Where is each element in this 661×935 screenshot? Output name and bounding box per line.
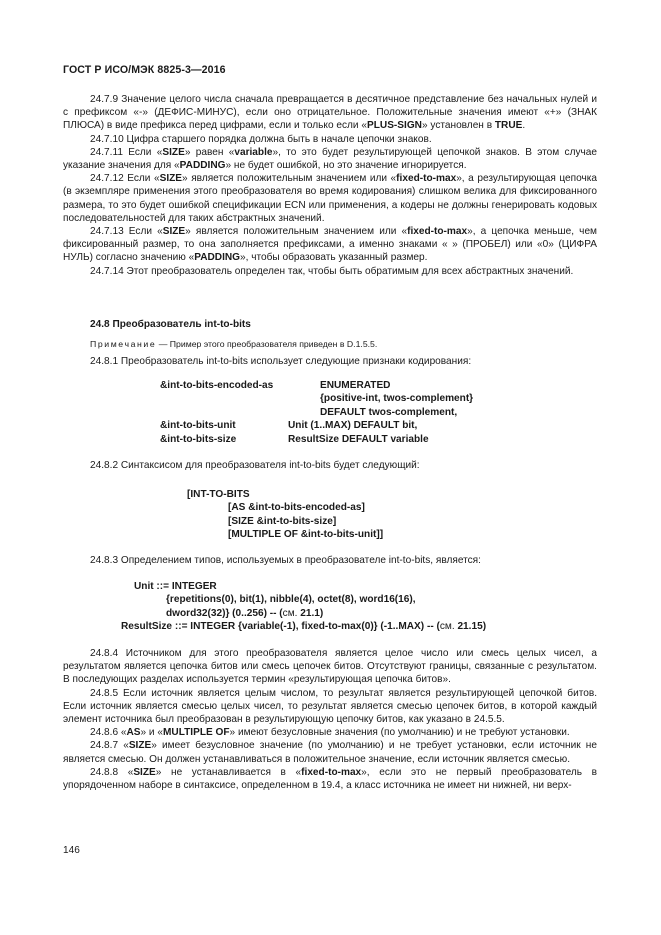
paragraph-24-7-12: 24.7.12 Если «SIZE» является положительным значением или «fixed-to-max», а результирующая цепочка (в экземпляре применения этого преобразователя во время кодирования) слишком велика для фиксированного размера, то это будет ошибкой спецификации ECN или применения, а кодеры не должны генерировать кодовых последовательностей для таких абстрактных значений. — [63, 173, 598, 224]
paragraph-24-7-14: 24.7.14 Этот преобразователь определен так, чтобы быть обратимым для всех абстрактных значений. — [90, 265, 574, 277]
paragraph-24-8-4: 24.8.4 Источником для этого преобразователя является целое число или смесь целых чисел, а результатом является цепочка битов или смесь цепочек битов. Отсутствуют границы, связанные с результатом. В последующих разделах используется термин «результирующая цепочка битов». — [63, 648, 597, 686]
code-line: DEFAULT twos-complement, — [320, 406, 458, 418]
paragraph-24-8-3: 24.8.3 Определением типов, используемых в преобразователе int-to-bits, является: — [90, 555, 481, 566]
code-line: dword32(32)} (0..256) -- (см. 21.1) — [166, 607, 324, 619]
code-line: Unit ::= INTEGER — [134, 581, 217, 592]
code-line: [AS &int-to-bits-encoded-as] — [228, 502, 365, 514]
paragraph-24-7-13: 24.7.13 Если «SIZE» является положительным значением или «fixed-to-max», а цепочка меньше, чем фиксированный размер, то она заполняется префиксами, а именно знаками « » (ПРОБЕЛ) или «0» (ЦИФРА НУЛЬ) согласно значению «PADDING», чтобы образовать указанный размер. — [63, 226, 597, 264]
paragraph-24-8-1: 24.8.1 Преобразователь int-to-bits использует следующие признаки кодирования: — [90, 356, 472, 367]
paragraph-24-8-7: 24.8.7 «SIZE» имеет безусловное значение (по умолчанию) и не требует установки, если источник не является смесью. Он должен устанавливаться в положительное значение, если источник является смесью. — [63, 740, 598, 765]
note-label: Примечание — [90, 339, 157, 349]
code-block-type-definitions — [121, 580, 487, 634]
code-line: [INT-TO-BITS — [187, 489, 250, 500]
section-heading-24-8: 24.8 Преобразователь int-to-bits — [90, 319, 251, 330]
paragraph-24-8-2: 24.8.2 Синтаксисом для преобразователя int-to-bits будет следующий: — [90, 460, 420, 471]
code-line: &int-to-bits-unit Unit (1..MAX) DEFAULT bit, — [160, 420, 418, 432]
code-line: [MULTIPLE OF &int-to-bits-unit]] — [228, 529, 384, 541]
section-24-7-paragraphs — [63, 93, 597, 278]
paragraph-24-7-11: 24.7.11 Если «SIZE» равен «variable», то это будет результирующей цепочкой знаков. В этом случае указание значения для «PADDING» не будет ошибкой, но это значение игнорируется. — [63, 146, 598, 172]
note — [90, 339, 377, 349]
code-line: {repetitions(0), bit(1), nibble(4), octet(8), word16(16), — [166, 594, 416, 606]
paragraph-24-7-9: 24.7.9 Значение целого числа сначала превращается в десятичное представление без начальных нулей и с префиксом «-» (ДЕФИС-МИНУС), если оно отрицательное. Положительные значения имеют «+» (ЗНАК ПЛЮСА) в виде префикса перед цифрами, если и только если «PLUS-SIGN» установлен в TRUE. — [63, 94, 597, 132]
paragraph-24-8-8: 24.8.8 «SIZE» не устанавливается в «fixed-to-max», если это не первый преобразователь в упорядоченном наборе в синтаксисе, определенном в 19.4, а класс источника не имеет ни нижней, ни верх- — [63, 766, 598, 792]
code-line: [SIZE &int-to-bits-size] — [228, 515, 337, 527]
code-line: ResultSize ::= INTEGER {variable(-1), fixed-to-max(0)} (-1..MAX) -- (см. 21.15) — [121, 621, 487, 633]
page-number: 146 — [63, 845, 80, 856]
section-24-8-paragraphs — [63, 647, 597, 792]
code-line: {positive-int, twos-complement} — [320, 393, 474, 405]
note-text: — Пример этого преобразователя приведен в D.1.5.5. — [156, 339, 378, 349]
code-block-syntax — [187, 488, 383, 542]
document-header: ГОСТ Р ИСО/МЭК 8825-3—2016 — [63, 64, 226, 76]
paragraph-24-8-6: 24.8.6 «AS» и «MULTIPLE OF» имеют безусловные значения (по умолчанию) и не требуют установки. — [90, 727, 570, 739]
paragraph-24-7-10: 24.7.10 Цифра старшего порядка должна быть в начале цепочки знаков. — [90, 133, 432, 145]
code-line: &int-to-bits-size ResultSize DEFAULT variable — [160, 433, 429, 445]
code-block-encoding-properties — [160, 379, 473, 446]
paragraph-24-8-5: 24.8.5 Если источник является целым числом, то результат является результирующей цепочкой битов. Если источник является смесью целых чисел, то результат является смесью цепочек битов, в которой каждый элемент источника был преобразован в результирующую цепочку битов, как указано в 24.5.5. — [63, 687, 597, 726]
code-line: &int-to-bits-encoded-as ENUMERATED — [160, 380, 391, 391]
